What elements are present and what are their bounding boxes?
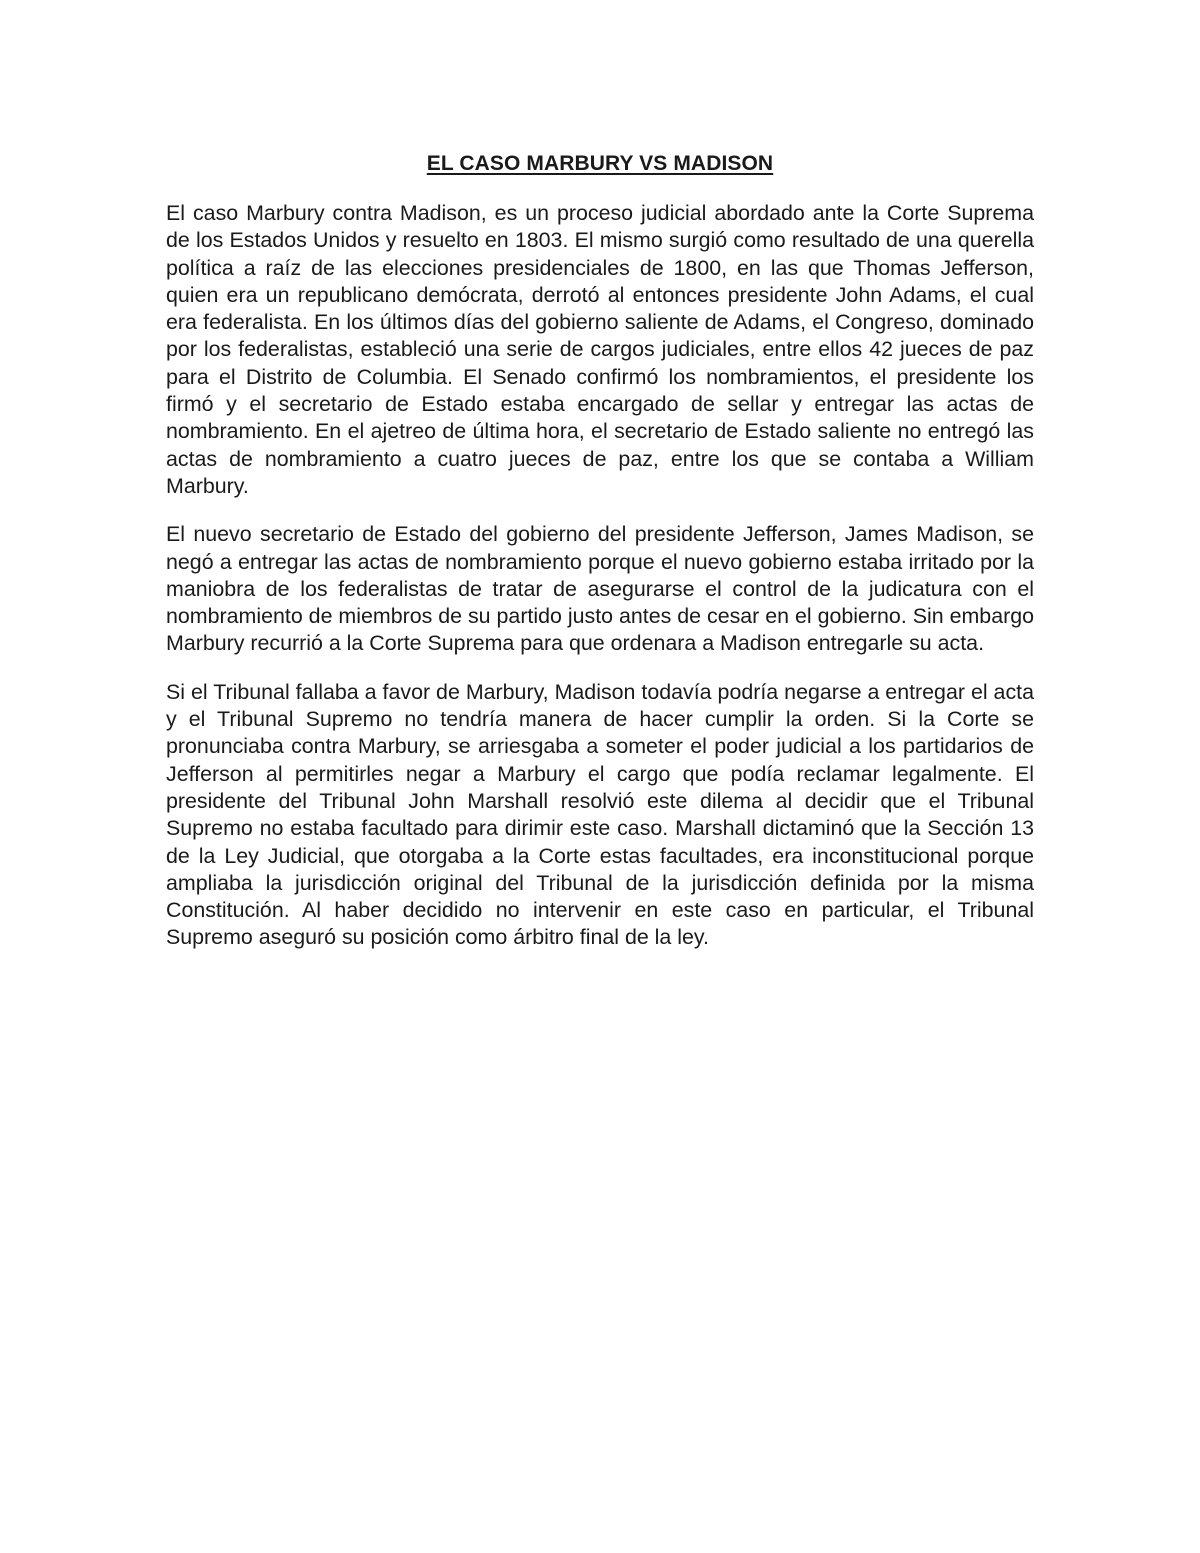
document-title: EL CASO MARBURY VS MADISON: [426, 152, 774, 175]
document-body: [166, 150, 1034, 973]
paragraph-1: El caso Marbury contra Madison, es un proceso judicial abordado ante la Corte Suprema de los Estados Unidos y resuelto en 1803. El mismo surgió como resultado de una querella política a raíz de las elecciones presidenciales de 1800, en las que Thomas Jefferson, quien era un republicano demócrata, derrotó al entonces presidente John Adams, el cual era federalista. En los últimos días del gobierno saliente de Adams, el Congreso, dominado por los federalistas, estableció una serie de cargos judiciales, entre ellos 42 jueces de paz para el Distrito de Columbia. El Senado confirmó los nombramientos, el presidente los firmó y el secretario de Estado estaba encargado de sellar y entregar las actas de nombramiento. En el ajetreo de última hora, el secretario de Estado saliente no entregó las actas de nombramiento a cuatro jueces de paz, entre los que se contaba a William Marbury.: [166, 201, 1034, 498]
paragraph-3: Si el Tribunal fallaba a favor de Marbury, Madison todavía podría negarse a entregar el acta y el Tribunal Supremo no tendría manera de hacer cumplir la orden. Si la Corte se pronunciaba contra Marbury, se arriesgaba a someter el poder judicial a los partidarios de Jefferson al permitirles negar a Marbury el cargo que podía reclamar legalmente. El presidente del Tribunal John Marshall resolvió este dilema al decidir que el Tribunal Supremo no estaba facultado para dirimir este caso. Marshall dictaminó que la Sección 13 de la Ley Judicial, que otorgaba a la Corte estas facultades, era inconstitucional porque ampliaba la jurisdicción original del Tribunal de la jurisdicción definida por la misma Constitución. Al haber decidido no intervenir en este caso en particular, el Tribunal Supremo aseguró su posición como árbitro final de la ley.: [166, 679, 1034, 950]
paragraph-2: El nuevo secretario de Estado del gobierno del presidente Jefferson, James Madison, se negó a entregar las actas de nombramiento porque el nuevo gobierno estaba irritado por la maniobra de los federalistas de tratar de asegurarse el control de la judicatura con el nombramiento de miembros de su partido justo antes de cesar en el gobierno. Sin embargo Marbury recurrió a la Corte Suprema para que ordenara a Madison entregarle su acta.: [166, 522, 1035, 656]
